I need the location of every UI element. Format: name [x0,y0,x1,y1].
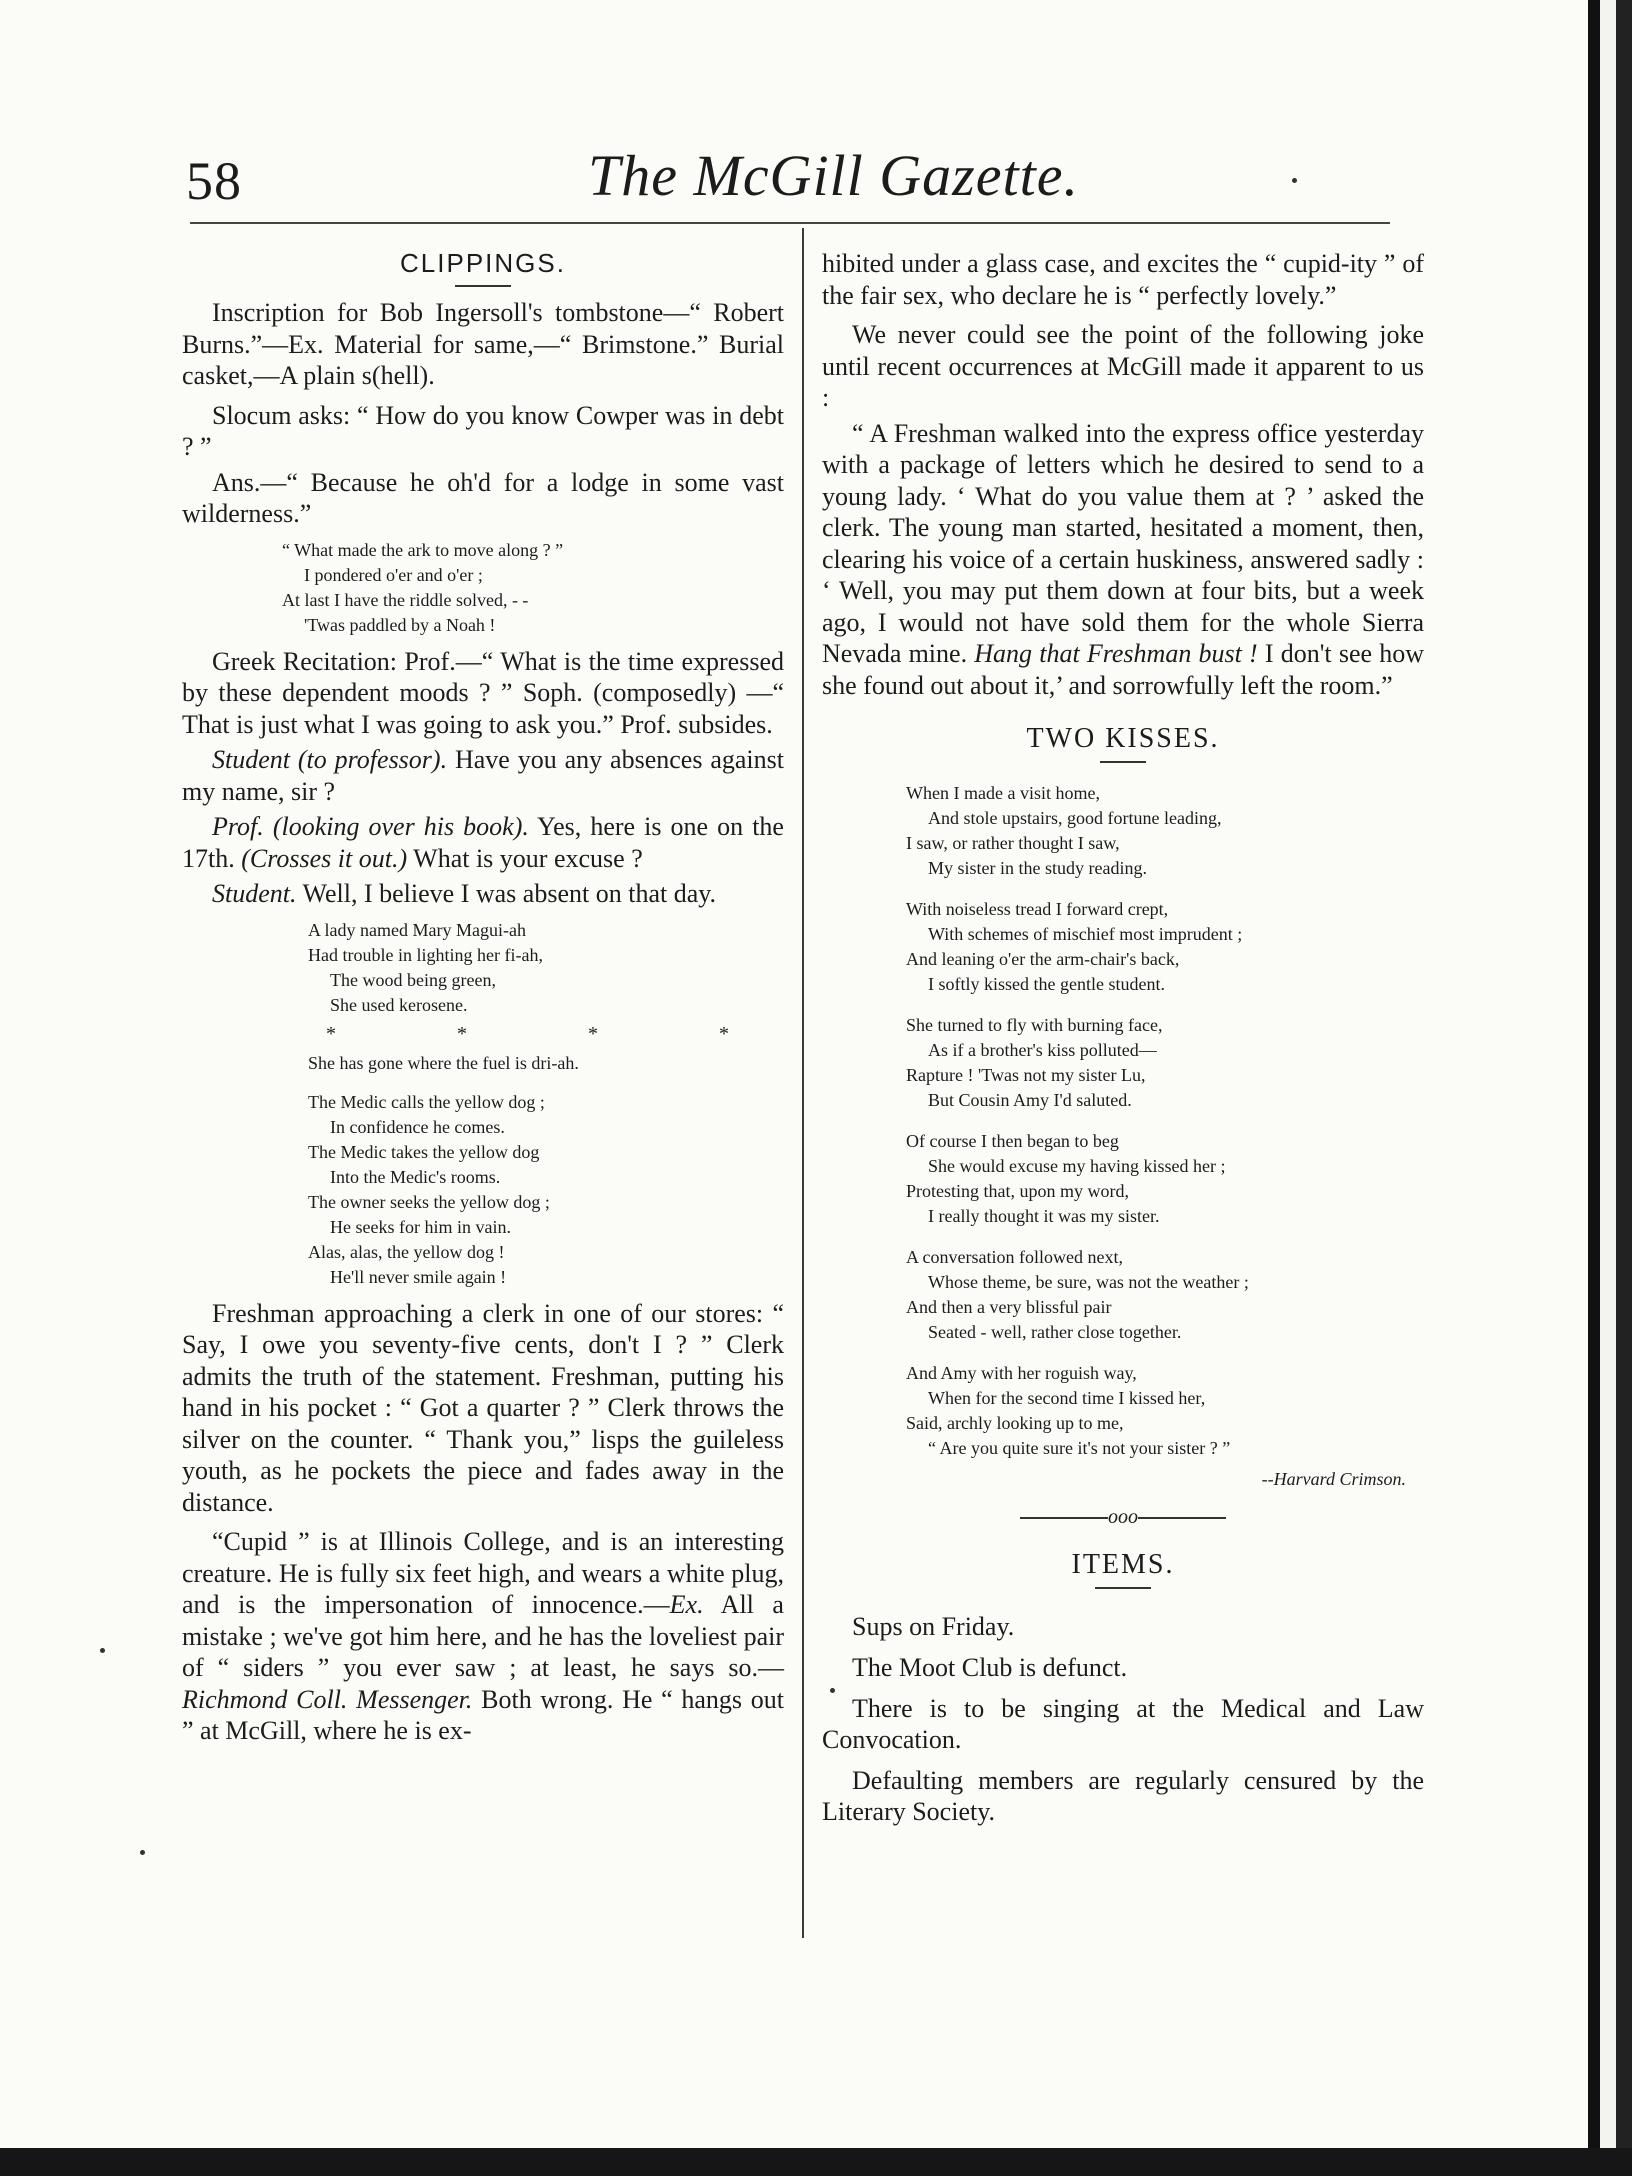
stanza [906,897,1424,997]
text-run: “Cupid ” is at Illinois College, and is an interesting creature. He is fully six feet high, and wears a white plug, and is the impersonation of innocence.— [182,1527,784,1619]
clipping-greek-recitation: Greek Recitation: Prof.—“ What is the time expressed by these dependent moods ? ” Soph. (composedly) —“ That is just what I was going to ask you.” Prof. subsides. [182,646,784,739]
poem-attribution: --Harvard Crimson. [1261,1469,1406,1489]
item-entry: The Moot Club is defunct. [852,1653,1128,1682]
verse-line: And leaning o'er the arm-chair's back, [906,949,1180,969]
verse-line: But Cousin Amy I'd saluted. [928,1090,1132,1110]
title-rule [1100,761,1146,763]
verse-line: Into the Medic's rooms. [330,1166,501,1187]
divider-mark: ooo [1108,1506,1138,1528]
verse-line: With schemes of mischief most imprudent ; [928,924,1243,944]
item-entry: There is to be singing at the Medical and Law Convocation. [822,1694,1424,1754]
right-column [822,248,1424,1837]
verse-line: As if a brother's kiss polluted— [928,1040,1157,1060]
verse-line: He seeks for him in vain. [330,1216,511,1237]
ink-speck [100,1648,105,1653]
verse-line: When I made a visit home, [906,783,1100,803]
clipping-slocum: Slocum asks: “ How do you know Cowper was in debt ? ” [182,400,784,461]
clipping-ingersoll: Inscription for Bob Ingersoll's tombstone—“ Robert Burns.”—Ex. Material for same,—“ Brimstone.” Burial casket,—A plain s(hell). [182,298,784,390]
items-title: ITEMS. [1071,1549,1175,1580]
verse-line: I softly kissed the gentle student. [928,974,1165,994]
verse-line: At last I have the riddle solved, - - [282,589,529,610]
scan-edge-right [1588,0,1632,2176]
stanza [906,1013,1424,1113]
speaker: Prof. (looking over his book). [212,812,529,841]
ink-speck [140,1850,145,1855]
dialogue-text: What is your excuse ? [413,843,643,873]
stanza [906,1361,1424,1461]
clipping-freshman-clerk: Freshman approaching a clerk in one of our stores: “ Say, I owe you seventy-five cents, don't I ? ” Clerk admits the truth of the statement. Freshman, putting his hand in his pocket : “ Got a quarter ? ” Clerk throws the silver on the counter. “ Thank you,” lisps the guileless youth, as he pockets the piece and fades away in the distance. [182,1298,784,1517]
joke-intro: We never could see the point of the following joke until recent occurrences at McGill made it apparent to us : [822,320,1424,412]
divider-line [1020,1517,1108,1519]
scan-edge-bottom [0,2148,1632,2176]
title-rule [455,285,511,287]
dialogue-text: Have you any absences against my name, sir ? [182,745,784,806]
verse-line: The wood being green, [330,969,496,990]
page-number: 58 [186,151,242,211]
verse-line: Alas, alas, the yellow dog ! [308,1241,505,1262]
verse-line: “ Are you quite sure it's not your sister ? ” [928,1438,1231,1458]
two-kisses-title: TWO KISSES. [1026,723,1220,754]
verse-line: When for the second time I kissed her, [928,1388,1206,1408]
verse-line: She turned to fly with burning face, [906,1015,1163,1035]
verse-line: I pondered o'er and o'er ; [304,564,483,585]
verse-line: The Medic calls the yellow dog ; [308,1091,545,1112]
verse-line: Said, archly looking up to me, [906,1413,1124,1433]
ink-speck [830,1688,835,1693]
clipping-cupid [182,1526,784,1747]
divider-line [1138,1517,1226,1519]
masthead-title: The McGill Gazette. [588,143,1079,208]
verse-line: And stole upstairs, good fortune leading, [928,808,1222,828]
emphasis: Hang that Freshman bust ! [974,639,1258,668]
asterism: * * * * [326,1022,787,1045]
ink-speck [1292,178,1297,183]
speaker: Student (to professor). [212,745,448,774]
verse-line: And Amy with her roguish way, [906,1363,1137,1383]
verse-line: A lady named Mary Magui-ah [308,919,526,940]
verse-line: Protesting that, upon my word, [906,1181,1129,1201]
verse-line: The owner seeks the yellow dog ; [308,1191,550,1212]
speaker: Student. [212,879,297,908]
text-run: I don't see how she found out about it,’ and sorrowfully left the room.” [822,639,1424,700]
verse-line: Of course I then began to beg [906,1131,1119,1151]
stanza [906,1129,1424,1229]
text-run: “ A Freshman walked into the express office yesterday with a package of letters which he desired to send to a young lady. ‘ What do you value them at ? ’ asked the clerk. The young man started, hesitated a moment, then, clearing his voice of a certain huskiness, answered sadly : ‘ Well, you may put them down at four bits, but a week ago, I would not have sold them for the whole Sierra Nevada mine. [822,418,1424,668]
item-entry: Sups on Friday. [852,1612,1015,1641]
verse-line: A conversation followed next, [906,1247,1123,1267]
item-entry: Defaulting members are regularly censured by the Literary Society. [822,1766,1424,1826]
poem-two-kisses [822,781,1424,1461]
text-run: All a mistake ; we've got him here, and he has the loveliest pair of “ siders ” you ever saw ; at least, he says so.— [182,1590,784,1682]
text-run: Both wrong. He “ hangs out ” at McGill, where he is ex- [182,1684,784,1745]
verse-line: She used kerosene. [330,994,468,1015]
stanza [906,781,1424,881]
dialogue-text: Well, I believe I was absent on that day. [302,879,717,908]
verse-yellow-dog [182,1090,784,1290]
verse-line: In confidence he comes. [330,1116,505,1137]
joke-freshman-express [822,418,1424,702]
verse-line: And then a very blissful pair [906,1297,1112,1317]
verse-line: “ What made the ark to move along ? ” [282,539,564,560]
verse-line: Rapture ! 'Twas not my sister Lu, [906,1065,1146,1085]
verse-line: Had trouble in lighting her fi-ah, [308,944,543,965]
cupid-continuation: hibited under a glass case, and excites the “ cupid-ity ” of the fair sex, who declare he is “ perfectly lovely.” [822,249,1424,310]
verse-line: Whose theme, be sure, was not the weather ; [928,1272,1249,1292]
title-rule [1095,1587,1151,1589]
source-richmond: Richmond Coll. Messenger. [182,1684,473,1714]
verse-line: He'll never smile again ! [330,1266,507,1287]
column-divider [802,228,804,1938]
source-ex: Ex. [669,1590,704,1619]
verse-line: I saw, or rather thought I saw, [906,833,1120,853]
verse-line: With noiseless tread I forward crept, [906,899,1169,919]
clipping-answer: Ans.—“ Because he oh'd for a lodge in some vast wilderness.” [182,467,784,528]
verse-line: Seated - well, rather close together. [928,1322,1182,1342]
verse-line: 'Twas paddled by a Noah ! [304,614,496,635]
stage-direction: (Crosses it out.) [241,843,408,873]
clipping-student-reply [182,878,784,910]
verse-line: She has gone where the fuel is dri-ah. [308,1052,579,1073]
clipping-student-dialogue [182,744,784,807]
verse-ark [182,538,784,638]
verse-line: I really thought it was my sister. [928,1206,1160,1226]
left-column [182,248,787,1751]
verse-line: She would excuse my having kissed her ; [928,1156,1226,1176]
dialogue-text: Yes, here is one on the 17th. [182,812,784,873]
verse-mary [182,918,787,1076]
stanza [906,1245,1424,1345]
header-rule [190,222,1390,224]
verse-line: My sister in the study reading. [928,858,1147,878]
verse-line: The Medic takes the yellow dog [308,1141,540,1162]
clippings-title: CLIPPINGS. [400,248,566,278]
section-divider [822,1506,1424,1529]
clipping-prof-dialogue [182,811,784,874]
